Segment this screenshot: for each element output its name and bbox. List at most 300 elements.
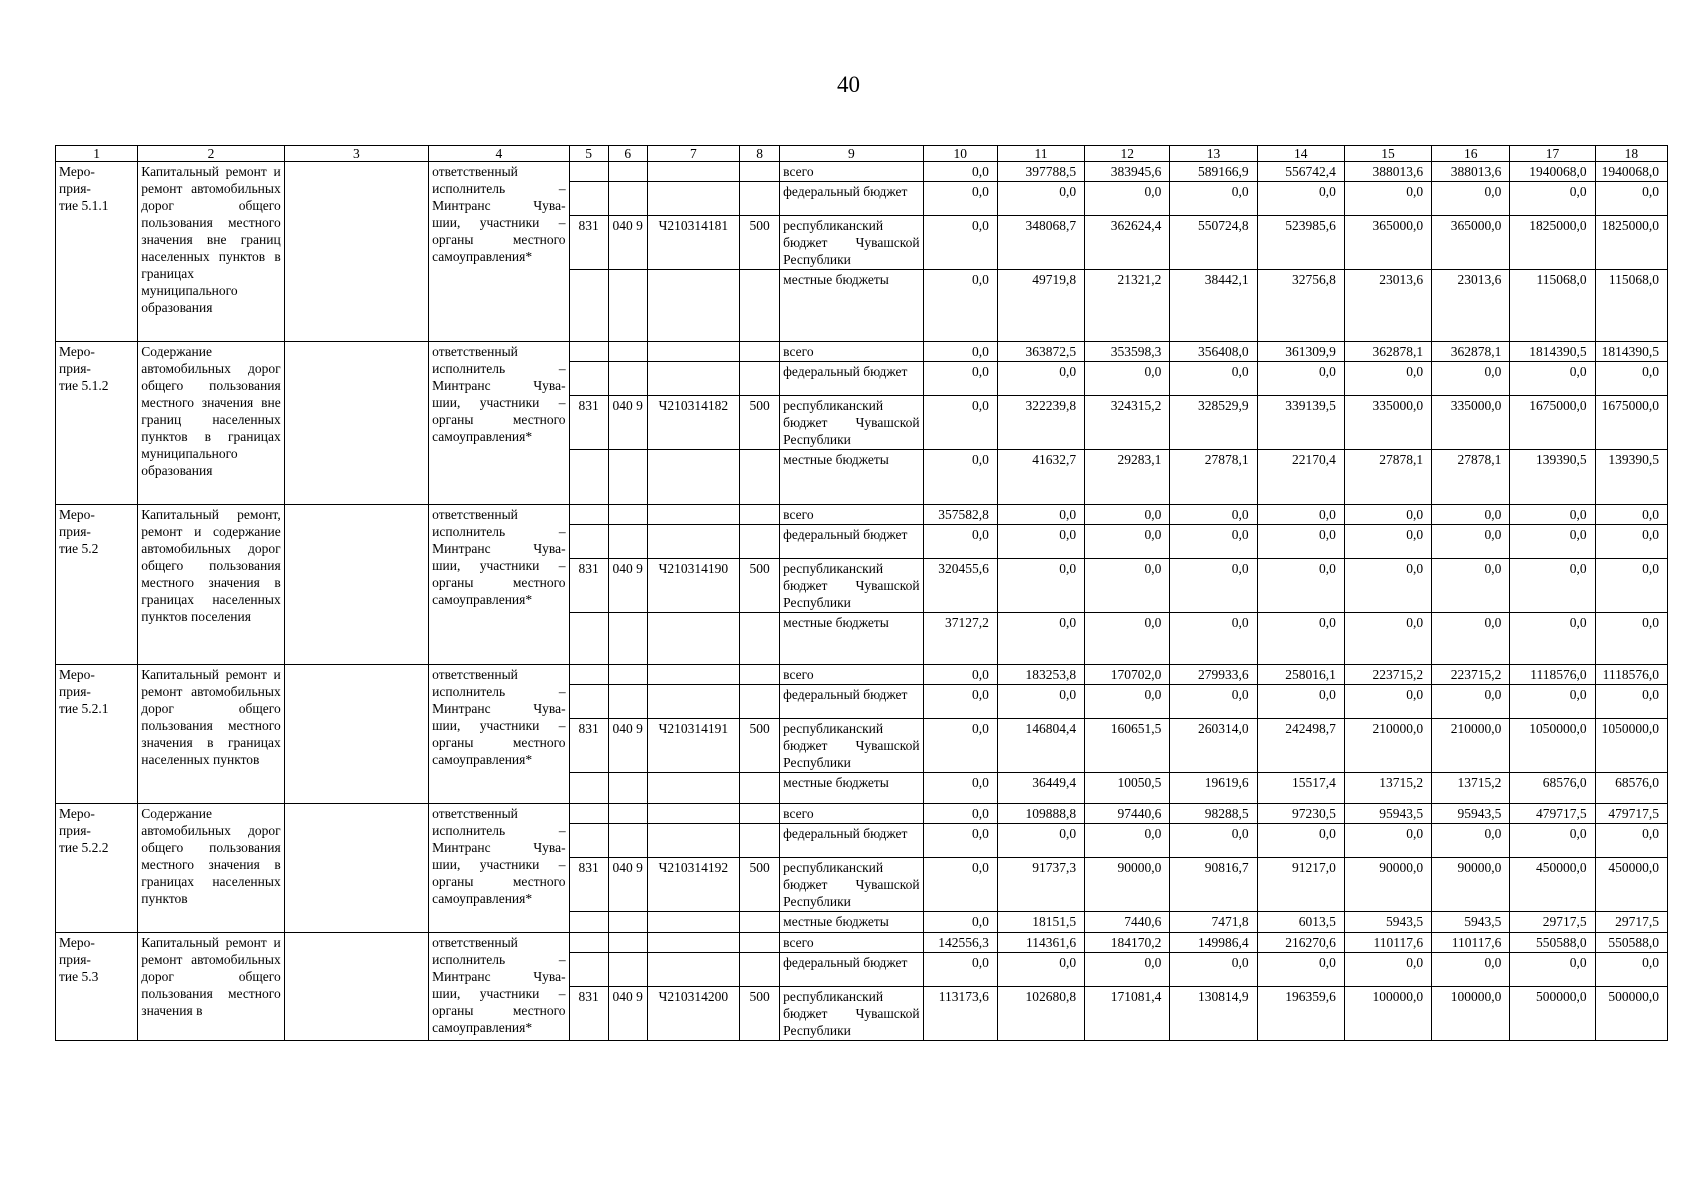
- rzpr-code: 040 9: [608, 858, 647, 912]
- header-cell: 7: [647, 146, 739, 162]
- amount-cell: 0,0: [1432, 953, 1510, 987]
- executor-line: шии, участники –: [432, 215, 566, 230]
- amount-cell: 90816,7: [1170, 858, 1257, 912]
- executor-line: шии, участники –: [432, 857, 566, 872]
- executor-line: органы местного: [432, 232, 566, 247]
- amount-cell: 130814,9: [1170, 987, 1257, 1041]
- amount-cell: 109888,8: [997, 804, 1084, 824]
- amount-cell: 100000,0: [1344, 987, 1431, 1041]
- vr-code: 500: [740, 396, 780, 450]
- amount-cell: 0,0: [1170, 559, 1257, 613]
- header-cell: 8: [740, 146, 780, 162]
- empty-cell: [647, 665, 739, 685]
- amount-cell: 97230,5: [1257, 804, 1344, 824]
- amount-cell: 98288,5: [1170, 804, 1257, 824]
- header-cell: 15: [1344, 146, 1431, 162]
- executor-line: шии, участники –: [432, 986, 566, 1001]
- budget-table: [55, 145, 1668, 1041]
- executor-line: исполнитель –: [432, 181, 566, 196]
- amount-cell: 37127,2: [923, 613, 997, 665]
- executor-cell: [429, 665, 569, 804]
- grbs-code: 831: [569, 559, 608, 613]
- executor-line: органы местного: [432, 1003, 566, 1018]
- vr-code: 500: [740, 987, 780, 1041]
- amount-cell: 362878,1: [1344, 342, 1431, 362]
- executor-line: самоуправления*: [432, 429, 533, 444]
- empty-cell: [569, 824, 608, 858]
- amount-cell: 23013,6: [1344, 270, 1431, 342]
- amount-cell: 0,0: [1432, 685, 1510, 719]
- amount-cell: 41632,7: [997, 450, 1084, 505]
- amount-cell: 216270,6: [1257, 933, 1344, 953]
- amount-cell: 113173,6: [923, 987, 997, 1041]
- empty-cell: [569, 270, 608, 342]
- amount-cell: 5943,5: [1432, 912, 1510, 933]
- amount-cell: 550588,0: [1595, 933, 1667, 953]
- amount-cell: 0,0: [1085, 685, 1170, 719]
- amount-cell: 142556,3: [923, 933, 997, 953]
- amount-cell: 335000,0: [1432, 396, 1510, 450]
- empty-cell: [740, 362, 780, 396]
- executor-cell: [429, 505, 569, 665]
- amount-cell: 0,0: [1085, 525, 1170, 559]
- empty-cell: [740, 505, 780, 525]
- amount-cell: 0,0: [1344, 613, 1431, 665]
- amount-cell: 0,0: [923, 773, 997, 804]
- executor-line: исполнитель –: [432, 823, 566, 838]
- measure-label-line: тие 5.2.1: [59, 701, 109, 716]
- amount-cell: 0,0: [997, 685, 1084, 719]
- measure-name: Капитальный ремонт, ремонт и содержание автомобильных дорог общего пользования местного значения в границах населенных пунктов поселения: [138, 505, 284, 665]
- amount-cell: 0,0: [1257, 525, 1344, 559]
- measure-label-line: тие 5.2: [59, 541, 99, 556]
- amount-cell: 0,0: [997, 953, 1084, 987]
- header-cell: 3: [284, 146, 428, 162]
- csr-code: Ч210314181: [647, 216, 739, 270]
- measure-label-line: прия-: [59, 361, 91, 376]
- empty-cell: [740, 953, 780, 987]
- amount-cell: 0,0: [1257, 824, 1344, 858]
- funding-source: всего: [780, 804, 923, 824]
- amount-cell: 479717,5: [1595, 804, 1667, 824]
- measure-label-line: Меро-: [59, 344, 95, 359]
- amount-cell: 210000,0: [1432, 719, 1510, 773]
- empty-cell: [608, 270, 647, 342]
- amount-cell: 18151,5: [997, 912, 1084, 933]
- amount-cell: 479717,5: [1510, 804, 1595, 824]
- measure-label-line: прия-: [59, 952, 91, 967]
- empty-cell: [647, 362, 739, 396]
- measure-row: [56, 505, 1668, 525]
- empty-cell: [608, 450, 647, 505]
- page-number: 40: [837, 72, 860, 97]
- empty-cell: [740, 804, 780, 824]
- empty-cell: [569, 525, 608, 559]
- measure-label-line: прия-: [59, 181, 91, 196]
- amount-cell: 1050000,0: [1510, 719, 1595, 773]
- empty-cell: [569, 912, 608, 933]
- amount-cell: 0,0: [1595, 182, 1667, 216]
- funding-source: местные бюджеты: [780, 912, 923, 933]
- executor-line: шии, участники –: [432, 718, 566, 733]
- header-cell: 9: [780, 146, 923, 162]
- amount-cell: 353598,3: [1085, 342, 1170, 362]
- amount-cell: 0,0: [1432, 525, 1510, 559]
- executor-line: ответственный: [432, 806, 518, 821]
- amount-cell: 0,0: [1510, 525, 1595, 559]
- amount-cell: 0,0: [1595, 685, 1667, 719]
- funding-source: местные бюджеты: [780, 773, 923, 804]
- amount-cell: 0,0: [1170, 613, 1257, 665]
- amount-cell: 324315,2: [1085, 396, 1170, 450]
- amount-cell: 361309,9: [1257, 342, 1344, 362]
- measure-name: Капитальный ремонт и ремонт автомобильных дорог общего пользования местного значения вне границ населенных пунктов в границах муниципального образования: [138, 162, 284, 342]
- amount-cell: 0,0: [1170, 182, 1257, 216]
- funding-source: всего: [780, 162, 923, 182]
- amount-cell: 160651,5: [1085, 719, 1170, 773]
- measure-row: [56, 162, 1668, 182]
- amount-cell: 102680,8: [997, 987, 1084, 1041]
- amount-cell: 1814390,5: [1595, 342, 1667, 362]
- executor-line: самоуправления*: [432, 891, 533, 906]
- executor-line: самоуправления*: [432, 249, 533, 264]
- empty-cell: [608, 685, 647, 719]
- amount-cell: 523985,6: [1257, 216, 1344, 270]
- amount-cell: 38442,1: [1170, 270, 1257, 342]
- empty-cell: [647, 933, 739, 953]
- header-cell: 1: [56, 146, 138, 162]
- vr-code: 500: [740, 216, 780, 270]
- amount-cell: 95943,5: [1344, 804, 1431, 824]
- funding-source: федеральный бюджет: [780, 525, 923, 559]
- measure-label-line: прия-: [59, 823, 91, 838]
- vr-code: 500: [740, 858, 780, 912]
- amount-cell: 320455,6: [923, 559, 997, 613]
- executor-line: ответственный: [432, 667, 518, 682]
- amount-cell: 365000,0: [1344, 216, 1431, 270]
- empty-cell: [608, 182, 647, 216]
- amount-cell: 1675000,0: [1510, 396, 1595, 450]
- empty-cell: [608, 665, 647, 685]
- funding-source: всего: [780, 665, 923, 685]
- header-cell: 12: [1085, 146, 1170, 162]
- header-row: [56, 146, 1668, 162]
- amount-cell: 260314,0: [1170, 719, 1257, 773]
- amount-cell: 114361,6: [997, 933, 1084, 953]
- executor-line: самоуправления*: [432, 752, 533, 767]
- executor-line: Минтранс Чува-: [432, 701, 566, 716]
- measure-label-line: тие 5.2.2: [59, 840, 109, 855]
- executor-line: исполнитель –: [432, 952, 566, 967]
- measure-row: [56, 804, 1668, 824]
- empty-cell: [608, 953, 647, 987]
- measure-label: [56, 342, 138, 505]
- amount-cell: 1940068,0: [1595, 162, 1667, 182]
- amount-cell: 0,0: [1257, 685, 1344, 719]
- amount-cell: 0,0: [1595, 525, 1667, 559]
- funding-source: республиканский бюджет Чувашской Республики: [780, 396, 923, 450]
- funding-source: местные бюджеты: [780, 270, 923, 342]
- measure-label-line: Меро-: [59, 935, 95, 950]
- header-cell: 6: [608, 146, 647, 162]
- empty-cell: [647, 613, 739, 665]
- amount-cell: 0,0: [1344, 559, 1431, 613]
- amount-cell: 115068,0: [1595, 270, 1667, 342]
- executor-line: ответственный: [432, 344, 518, 359]
- amount-cell: 0,0: [1432, 182, 1510, 216]
- measure-label: [56, 162, 138, 342]
- amount-cell: 90000,0: [1432, 858, 1510, 912]
- empty-cell: [284, 505, 428, 665]
- executor-cell: [429, 804, 569, 933]
- amount-cell: 328529,9: [1170, 396, 1257, 450]
- empty-cell: [608, 933, 647, 953]
- empty-cell: [647, 824, 739, 858]
- empty-cell: [647, 773, 739, 804]
- amount-cell: 68576,0: [1595, 773, 1667, 804]
- empty-cell: [647, 525, 739, 559]
- amount-cell: 0,0: [923, 162, 997, 182]
- amount-cell: 146804,4: [997, 719, 1084, 773]
- amount-cell: 90000,0: [1344, 858, 1431, 912]
- amount-cell: 0,0: [997, 525, 1084, 559]
- amount-cell: 0,0: [923, 804, 997, 824]
- executor-cell: [429, 162, 569, 342]
- amount-cell: 0,0: [1344, 953, 1431, 987]
- amount-cell: 0,0: [1085, 613, 1170, 665]
- amount-cell: 0,0: [1170, 362, 1257, 396]
- grbs-code: 831: [569, 858, 608, 912]
- executor-line: ответственный: [432, 507, 518, 522]
- empty-cell: [647, 804, 739, 824]
- amount-cell: 23013,6: [1432, 270, 1510, 342]
- amount-cell: 5943,5: [1344, 912, 1431, 933]
- empty-cell: [740, 613, 780, 665]
- amount-cell: 0,0: [923, 342, 997, 362]
- empty-cell: [740, 162, 780, 182]
- header-cell: 16: [1432, 146, 1510, 162]
- empty-cell: [740, 933, 780, 953]
- amount-cell: 0,0: [1432, 613, 1510, 665]
- amount-cell: 29717,5: [1595, 912, 1667, 933]
- measure-label: [56, 505, 138, 665]
- amount-cell: 550724,8: [1170, 216, 1257, 270]
- header-cell: 17: [1510, 146, 1595, 162]
- executor-line: Минтранс Чува-: [432, 198, 566, 213]
- amount-cell: 589166,9: [1170, 162, 1257, 182]
- header-cell: 11: [997, 146, 1084, 162]
- amount-cell: 19619,6: [1170, 773, 1257, 804]
- empty-cell: [647, 505, 739, 525]
- amount-cell: 0,0: [923, 182, 997, 216]
- amount-cell: 0,0: [1432, 824, 1510, 858]
- amount-cell: 15517,4: [1257, 773, 1344, 804]
- amount-cell: 0,0: [1170, 505, 1257, 525]
- measure-label: [56, 665, 138, 804]
- executor-line: органы местного: [432, 874, 566, 889]
- funding-source: республиканский бюджет Чувашской Республики: [780, 559, 923, 613]
- amount-cell: 0,0: [1432, 362, 1510, 396]
- executor-line: органы местного: [432, 412, 566, 427]
- funding-source: всего: [780, 933, 923, 953]
- amount-cell: 10050,5: [1085, 773, 1170, 804]
- measure-label-line: тие 5.1.1: [59, 198, 109, 213]
- measure-label-line: прия-: [59, 684, 91, 699]
- executor-line: органы местного: [432, 735, 566, 750]
- empty-cell: [608, 824, 647, 858]
- measure-name: Содержание автомобильных дорог общего пользования местного значения вне границ населенных пунктов в границах муниципального образования: [138, 342, 284, 505]
- amount-cell: 0,0: [1170, 685, 1257, 719]
- amount-cell: 258016,1: [1257, 665, 1344, 685]
- amount-cell: 0,0: [1257, 362, 1344, 396]
- empty-cell: [740, 450, 780, 505]
- empty-cell: [569, 505, 608, 525]
- amount-cell: 0,0: [1085, 505, 1170, 525]
- amount-cell: 0,0: [923, 719, 997, 773]
- amount-cell: 500000,0: [1595, 987, 1667, 1041]
- amount-cell: 0,0: [1432, 505, 1510, 525]
- amount-cell: 1814390,5: [1510, 342, 1595, 362]
- amount-cell: 49719,8: [997, 270, 1084, 342]
- grbs-code: 831: [569, 396, 608, 450]
- amount-cell: 149986,4: [1170, 933, 1257, 953]
- amount-cell: 0,0: [1595, 505, 1667, 525]
- amount-cell: 36449,4: [997, 773, 1084, 804]
- empty-cell: [740, 342, 780, 362]
- amount-cell: 0,0: [997, 559, 1084, 613]
- amount-cell: 0,0: [997, 362, 1084, 396]
- amount-cell: 0,0: [1085, 953, 1170, 987]
- empty-cell: [608, 342, 647, 362]
- empty-cell: [284, 342, 428, 505]
- measure-name: Капитальный ремонт и ремонт автомобильных дорог общего пользования местного значения в: [138, 933, 284, 1041]
- amount-cell: 7471,8: [1170, 912, 1257, 933]
- amount-cell: 0,0: [1432, 559, 1510, 613]
- amount-cell: 0,0: [1344, 685, 1431, 719]
- amount-cell: 0,0: [997, 182, 1084, 216]
- csr-code: Ч210314182: [647, 396, 739, 450]
- empty-cell: [608, 773, 647, 804]
- amount-cell: 0,0: [923, 216, 997, 270]
- amount-cell: 450000,0: [1510, 858, 1595, 912]
- amount-cell: 196359,6: [1257, 987, 1344, 1041]
- amount-cell: 0,0: [1170, 824, 1257, 858]
- amount-cell: 184170,2: [1085, 933, 1170, 953]
- vr-code: 500: [740, 719, 780, 773]
- funding-source: федеральный бюджет: [780, 182, 923, 216]
- amount-cell: 21321,2: [1085, 270, 1170, 342]
- grbs-code: 831: [569, 216, 608, 270]
- amount-cell: 27878,1: [1432, 450, 1510, 505]
- header-cell: 10: [923, 146, 997, 162]
- executor-line: исполнитель –: [432, 524, 566, 539]
- funding-source: федеральный бюджет: [780, 685, 923, 719]
- amount-cell: 100000,0: [1432, 987, 1510, 1041]
- amount-cell: 29283,1: [1085, 450, 1170, 505]
- amount-cell: 95943,5: [1432, 804, 1510, 824]
- amount-cell: 0,0: [1595, 559, 1667, 613]
- amount-cell: 0,0: [923, 525, 997, 559]
- funding-source: федеральный бюджет: [780, 362, 923, 396]
- amount-cell: 1050000,0: [1595, 719, 1667, 773]
- amount-cell: 0,0: [923, 858, 997, 912]
- funding-source: местные бюджеты: [780, 613, 923, 665]
- amount-cell: 0,0: [923, 685, 997, 719]
- amount-cell: 383945,6: [1085, 162, 1170, 182]
- amount-cell: 0,0: [1595, 362, 1667, 396]
- amount-cell: 0,0: [1085, 362, 1170, 396]
- empty-cell: [740, 773, 780, 804]
- executor-line: самоуправления*: [432, 1020, 533, 1035]
- executor-line: Минтранс Чува-: [432, 969, 566, 984]
- empty-cell: [647, 182, 739, 216]
- amount-cell: 0,0: [997, 824, 1084, 858]
- amount-cell: 0,0: [1170, 525, 1257, 559]
- executor-line: самоуправления*: [432, 592, 533, 607]
- funding-source: республиканский бюджет Чувашской Республики: [780, 719, 923, 773]
- empty-cell: [740, 270, 780, 342]
- executor-cell: [429, 342, 569, 505]
- amount-cell: 0,0: [1257, 182, 1344, 216]
- amount-cell: 68576,0: [1510, 773, 1595, 804]
- amount-cell: 0,0: [1510, 559, 1595, 613]
- amount-cell: 0,0: [923, 396, 997, 450]
- empty-cell: [608, 613, 647, 665]
- funding-source: федеральный бюджет: [780, 824, 923, 858]
- empty-cell: [569, 933, 608, 953]
- measure-label: [56, 933, 138, 1041]
- amount-cell: 0,0: [1344, 182, 1431, 216]
- empty-cell: [647, 162, 739, 182]
- empty-cell: [608, 162, 647, 182]
- empty-cell: [608, 505, 647, 525]
- header-cell: 13: [1170, 146, 1257, 162]
- empty-cell: [569, 665, 608, 685]
- empty-cell: [569, 773, 608, 804]
- measure-label-line: Меро-: [59, 806, 95, 821]
- amount-cell: 0,0: [1510, 824, 1595, 858]
- empty-cell: [608, 804, 647, 824]
- amount-cell: 450000,0: [1595, 858, 1667, 912]
- csr-code: Ч210314192: [647, 858, 739, 912]
- measure-label-line: тие 5.1.2: [59, 378, 109, 393]
- amount-cell: 388013,6: [1344, 162, 1431, 182]
- amount-cell: 335000,0: [1344, 396, 1431, 450]
- amount-cell: 183253,8: [997, 665, 1084, 685]
- amount-cell: 556742,4: [1257, 162, 1344, 182]
- header-cell: 4: [429, 146, 569, 162]
- amount-cell: 171081,4: [1085, 987, 1170, 1041]
- amount-cell: 0,0: [1510, 362, 1595, 396]
- amount-cell: 1118576,0: [1595, 665, 1667, 685]
- amount-cell: 500000,0: [1510, 987, 1595, 1041]
- rzpr-code: 040 9: [608, 559, 647, 613]
- amount-cell: 0,0: [1344, 505, 1431, 525]
- amount-cell: 29717,5: [1510, 912, 1595, 933]
- rzpr-code: 040 9: [608, 216, 647, 270]
- empty-cell: [740, 912, 780, 933]
- amount-cell: 0,0: [1595, 613, 1667, 665]
- funding-source: всего: [780, 342, 923, 362]
- amount-cell: 0,0: [1257, 953, 1344, 987]
- amount-cell: 13715,2: [1432, 773, 1510, 804]
- executor-line: ответственный: [432, 935, 518, 950]
- amount-cell: 242498,7: [1257, 719, 1344, 773]
- amount-cell: 115068,0: [1510, 270, 1595, 342]
- empty-cell: [647, 912, 739, 933]
- funding-source: всего: [780, 505, 923, 525]
- amount-cell: 356408,0: [1170, 342, 1257, 362]
